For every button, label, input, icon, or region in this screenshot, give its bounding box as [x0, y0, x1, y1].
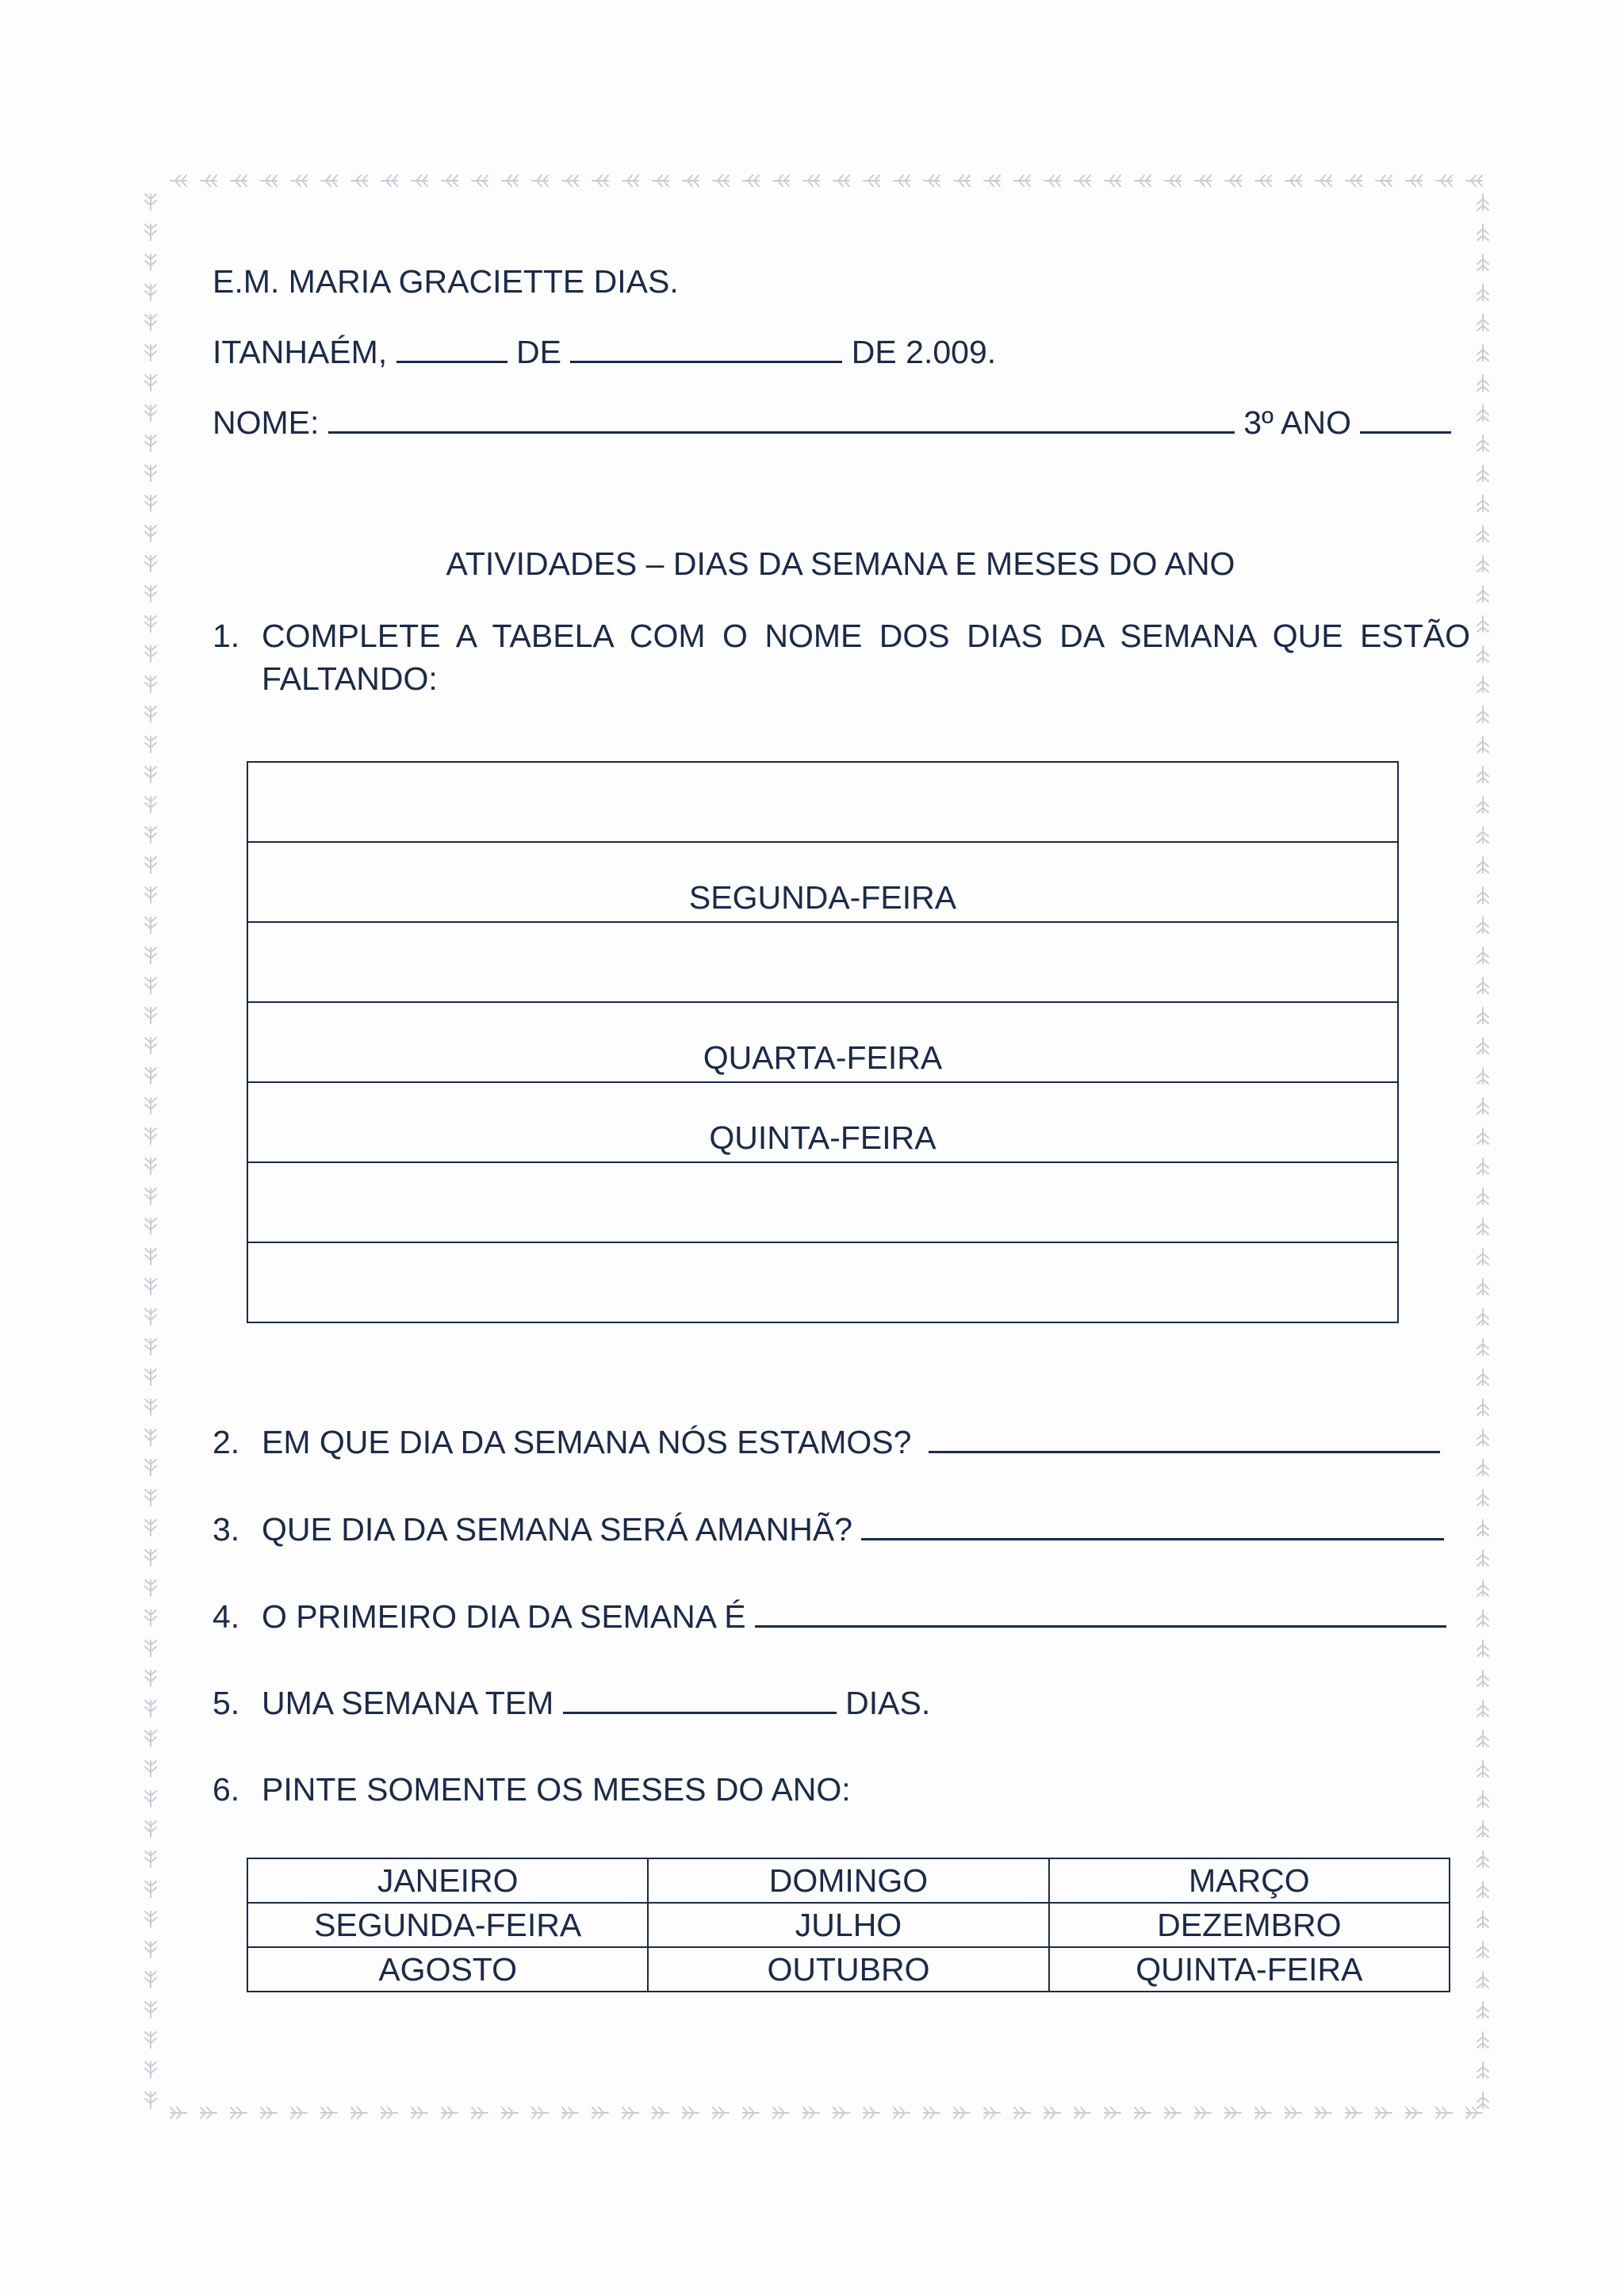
ornament-sprig	[1477, 1219, 1488, 1234]
de-label-1: DE	[516, 334, 561, 370]
ornament-sprig	[145, 1701, 156, 1716]
months-table	[247, 1858, 1450, 1992]
ornament-sprig	[1376, 175, 1392, 186]
ornament-sprig	[1477, 2032, 1488, 2048]
day-cell[interactable]	[247, 1162, 1398, 1242]
question-text: O PRIMEIRO DIA DA SEMANA É	[262, 1598, 746, 1635]
ornament-sprig	[1477, 1249, 1488, 1265]
ornament-sprig	[954, 175, 970, 186]
ornament-sprig	[1477, 1972, 1488, 1988]
ornament-sprig	[1477, 254, 1488, 270]
ornament-sprig	[145, 1550, 156, 1566]
ornament-sprig	[1477, 1610, 1488, 1626]
ornament-sprig	[562, 175, 578, 186]
ornament-sprig	[145, 1158, 156, 1174]
ornament-sprig	[864, 175, 879, 186]
ornament-sprig	[145, 285, 156, 300]
ornament-sprig	[833, 175, 849, 186]
ornament-sprig	[1477, 375, 1488, 391]
city-label: ITANHAÉM,	[213, 334, 388, 370]
ornament-sprig	[145, 2032, 156, 2048]
ornament-sprig	[683, 175, 699, 186]
ornament-sprig	[231, 2107, 247, 2118]
ornament-sprig	[984, 2107, 1000, 2118]
ornament-sprig	[1074, 2107, 1090, 2118]
word-cell[interactable]: AGOSTO	[247, 1947, 648, 1992]
ornament-sprig	[291, 2107, 307, 2118]
question-6	[213, 1771, 851, 1808]
ornament-sprig	[170, 2107, 186, 2118]
ornament-sprig	[954, 2107, 970, 2118]
ornament-sprig	[562, 2107, 578, 2118]
ornament-sprig	[1477, 1942, 1488, 1957]
day-cell[interactable]	[247, 922, 1398, 1002]
ornament-sprig	[145, 1520, 156, 1536]
ornament-sprig	[1477, 676, 1488, 692]
ornament-sprig	[1285, 2107, 1301, 2118]
ornament-sprig	[1105, 2107, 1120, 2118]
ornament-sprig	[145, 1128, 156, 1144]
answer-blank[interactable]	[861, 1511, 1444, 1540]
ornament-sprig	[1346, 175, 1362, 186]
name-line	[213, 404, 1451, 442]
ornament-sprig	[773, 175, 789, 186]
question-3	[213, 1511, 1444, 1548]
ornament-sprig	[1477, 1098, 1488, 1114]
ornament-sprig	[1477, 1731, 1488, 1747]
ornament-sprig	[1477, 1339, 1488, 1355]
ornament-sprig	[442, 2107, 458, 2118]
ornament-sprig	[1477, 1851, 1488, 1867]
ornament-sprig	[713, 2107, 729, 2118]
day-cell[interactable]	[247, 1242, 1398, 1322]
ornament-sprig	[1477, 1821, 1488, 1837]
ornament-sprig	[1105, 175, 1120, 186]
ornament-sprig	[1477, 1761, 1488, 1777]
ornament-sprig	[1477, 1158, 1488, 1174]
ornament-sprig	[145, 1761, 156, 1777]
name-label: NOME:	[213, 404, 320, 441]
ornament-sprig	[1477, 435, 1488, 451]
ornament-sprig	[145, 1339, 156, 1355]
ornament-sprig	[1477, 2002, 1488, 2018]
ornament-sprig	[145, 1008, 156, 1024]
ornament-sprig	[1477, 1490, 1488, 1506]
ornament-sprig	[145, 2092, 156, 2108]
day-cell[interactable]: QUARTA-FEIRA	[247, 1002, 1398, 1082]
year-label: DE 2.009.	[851, 334, 997, 370]
ornament-sprig	[351, 175, 367, 186]
ornament-sprig	[201, 2107, 216, 2118]
ornament-sprig	[1477, 556, 1488, 572]
ornament-sprig	[145, 1460, 156, 1475]
ornament-sprig	[1477, 1911, 1488, 1927]
ornament-sprig	[1285, 175, 1301, 186]
ornament-sprig	[291, 175, 307, 186]
ornament-sprig	[1477, 405, 1488, 421]
ornament-sprig	[472, 2107, 488, 2118]
ornament-sprig	[894, 175, 910, 186]
ornament-sprig	[1477, 857, 1488, 873]
question-number: 6.	[213, 1771, 240, 1808]
ornament-sprig	[170, 175, 186, 186]
ornament-sprig	[145, 827, 156, 843]
ornament-sprig	[1477, 616, 1488, 632]
ornament-sprig	[145, 857, 156, 873]
ornament-sprig	[502, 175, 518, 186]
ornament-sprig	[1195, 2107, 1211, 2118]
question-text: COMPLETE A TABELA COM O NOME DOS DIAS DA SEMANA QUE ESTÃO FALTANDO:	[262, 618, 1470, 697]
ornament-sprig	[145, 1851, 156, 1867]
word-cell[interactable]: SEGUNDA-FEIRA	[247, 1903, 648, 1947]
date-line	[213, 334, 996, 371]
ornament-sprig	[1044, 175, 1060, 186]
ornament-sprig	[145, 1731, 156, 1747]
ornament-sprig	[1477, 767, 1488, 783]
ornament-sprig	[145, 1279, 156, 1295]
ornament-sprig	[1477, 706, 1488, 722]
ornament-sprig	[145, 375, 156, 391]
ornament-sprig	[1477, 1429, 1488, 1445]
ornament-sprig	[1477, 737, 1488, 752]
ornament-sprig	[145, 767, 156, 783]
ornament-sprig	[1477, 1008, 1488, 1024]
ornament-sprig	[1477, 345, 1488, 361]
ornament-sprig	[145, 947, 156, 963]
question-text: QUE DIA DA SEMANA SERÁ AMANHÃ?	[262, 1511, 853, 1548]
ornament-sprig	[145, 465, 156, 481]
day-cell[interactable]	[247, 762, 1398, 842]
ornament-sprig	[201, 175, 216, 186]
question-number: 5.	[213, 1685, 240, 1721]
ornament-sprig	[1477, 1580, 1488, 1596]
answer-blank[interactable]	[755, 1598, 1446, 1628]
word-cell[interactable]: JULHO	[648, 1903, 1048, 1947]
ornament-sprig	[1074, 175, 1090, 186]
day-cell[interactable]: QUINTA-FEIRA	[247, 1082, 1398, 1162]
ornament-sprig	[145, 1821, 156, 1837]
word-cell[interactable]: JANEIRO	[247, 1858, 648, 1903]
ornament-sprig	[145, 646, 156, 662]
ornament-sprig	[145, 706, 156, 722]
ornament-sprig	[1406, 175, 1422, 186]
word-cell[interactable]: DOMINGO	[648, 1858, 1048, 1903]
ornament-sprig	[145, 1580, 156, 1596]
ornament-sprig	[145, 887, 156, 903]
ornament-sprig	[472, 175, 488, 186]
ornament-sprig	[1477, 1309, 1488, 1325]
ornament-sprig	[502, 2107, 518, 2118]
ornament-sprig	[1477, 2092, 1488, 2108]
ornament-sprig	[1477, 1038, 1488, 1054]
ornament-sprig	[145, 586, 156, 602]
question-text: EM QUE DIA DA SEMANA NÓS ESTAMOS?	[262, 1424, 912, 1460]
school-name: E.M. MARIA GRACIETTE DIAS.	[213, 263, 679, 300]
ornament-sprig	[145, 315, 156, 331]
ornament-sprig	[653, 175, 668, 186]
ornament-sprig	[145, 2002, 156, 2018]
ornament-sprig	[1255, 175, 1271, 186]
ornament-sprig	[803, 175, 819, 186]
ornament-sprig	[145, 978, 156, 993]
ornament-sprig	[321, 175, 337, 186]
ornament-sprig	[145, 224, 156, 240]
ornament-sprig	[1406, 2107, 1422, 2118]
ornament-sprig	[1135, 2107, 1151, 2118]
question-number: 1.	[213, 618, 240, 654]
ornament-sprig	[261, 2107, 277, 2118]
ornament-sprig	[1014, 175, 1030, 186]
ornament-sprig	[532, 175, 548, 186]
ornament-sprig	[145, 1068, 156, 1084]
word-cell[interactable]: QUINTA-FEIRA	[1049, 1947, 1450, 1992]
ornament-sprig	[145, 1972, 156, 1988]
ornament-sprig	[145, 1640, 156, 1656]
question-number: 3.	[213, 1511, 240, 1548]
ornament-sprig	[1477, 917, 1488, 933]
ornament-sprig	[1477, 1460, 1488, 1475]
ornament-sprig	[145, 1188, 156, 1204]
ornament-sprig	[1477, 1550, 1488, 1566]
question-text: UMA SEMANA TEM	[262, 1685, 554, 1721]
question-suffix: DIAS.	[845, 1685, 931, 1721]
ornament-sprig	[1477, 887, 1488, 903]
ornament-sprig	[412, 175, 427, 186]
ornament-sprig	[1477, 1188, 1488, 1204]
ornament-sprig	[145, 496, 156, 511]
ornament-sprig	[1225, 2107, 1241, 2118]
ornament-sprig	[622, 2107, 638, 2118]
ornament-sprig	[592, 175, 608, 186]
ornament-sprig	[1477, 285, 1488, 300]
ornament-sprig	[145, 1429, 156, 1445]
week-days-table	[247, 761, 1399, 1323]
ornament-sprig	[145, 1098, 156, 1114]
ornament-sprig	[743, 175, 759, 186]
page-title: ATIVIDADES – DIAS DA SEMANA E MESES DO ANO	[446, 545, 1235, 582]
ornament-sprig	[1477, 1520, 1488, 1536]
ornament-sprig	[1477, 1369, 1488, 1385]
ornament-sprig	[381, 2107, 397, 2118]
ornament-sprig	[1436, 175, 1452, 186]
ornament-sprig	[833, 2107, 849, 2118]
ornament-sprig	[145, 1490, 156, 1506]
ornament-sprig	[1477, 1881, 1488, 1897]
ornament-sprig	[145, 917, 156, 933]
month-blank[interactable]	[570, 334, 842, 363]
ornament-sprig	[1135, 175, 1151, 186]
ornament-sprig	[145, 1670, 156, 1686]
ornament-sprig	[351, 2107, 367, 2118]
ornament-sprig	[412, 2107, 427, 2118]
ornament-sprig	[1477, 194, 1488, 210]
ornament-sprig	[1014, 2107, 1030, 2118]
ornament-sprig	[381, 175, 397, 186]
ornament-sprig	[622, 175, 638, 186]
day-cell[interactable]: SEGUNDA-FEIRA	[247, 842, 1398, 922]
ornament-sprig	[145, 737, 156, 752]
ornament-sprig	[1255, 2107, 1271, 2118]
ornament-sprig	[984, 175, 1000, 186]
ornament-sprig	[1477, 1791, 1488, 1807]
ornament-sprig	[1477, 1399, 1488, 1415]
question-5	[213, 1685, 930, 1722]
ornament-sprig	[1477, 526, 1488, 541]
ornament-sprig	[1477, 1640, 1488, 1656]
ornament-sprig	[145, 1791, 156, 1807]
ornament-sprig	[231, 175, 247, 186]
ornament-sprig	[145, 1219, 156, 1234]
ornament-sprig	[145, 1399, 156, 1415]
ornament-sprig	[261, 175, 277, 186]
ornament-sprig	[1477, 1701, 1488, 1716]
question-text: PINTE SOMENTE OS MESES DO ANO:	[262, 1771, 851, 1808]
ornament-sprig	[1376, 2107, 1392, 2118]
ornament-sprig	[1477, 1279, 1488, 1295]
ornament-sprig	[145, 556, 156, 572]
question-2	[213, 1424, 1440, 1461]
word-cell[interactable]: MARÇO	[1049, 1858, 1450, 1903]
ornament-sprig	[1225, 175, 1241, 186]
word-cell[interactable]: DEZEMBRO	[1049, 1903, 1450, 1947]
ornament-sprig	[1477, 496, 1488, 511]
ornament-sprig	[924, 175, 940, 186]
ornament-sprig	[894, 2107, 910, 2118]
ornament-sprig	[1346, 2107, 1362, 2118]
ornament-sprig	[683, 2107, 699, 2118]
ornament-sprig	[532, 2107, 548, 2118]
ornament-sprig	[1477, 224, 1488, 240]
ornament-sprig	[713, 175, 729, 186]
ornament-sprig	[1477, 1068, 1488, 1084]
ornament-sprig	[1477, 315, 1488, 331]
ornament-sprig	[1477, 947, 1488, 963]
question-4	[213, 1598, 1446, 1636]
ornament-sprig	[1316, 175, 1331, 186]
word-cell[interactable]: OUTUBRO	[648, 1947, 1048, 1992]
ornament-sprig	[1477, 586, 1488, 602]
ornament-sprig	[145, 616, 156, 632]
ornament-sprig	[145, 1309, 156, 1325]
ornament-sprig	[145, 254, 156, 270]
ornament-sprig	[145, 1038, 156, 1054]
grade-label: 3º ANO	[1243, 404, 1351, 441]
ornament-sprig	[1436, 2107, 1452, 2118]
ornament-sprig	[1477, 1670, 1488, 1686]
question-number: 2.	[213, 1424, 240, 1460]
ornament-sprig	[1316, 2107, 1331, 2118]
ornament-sprig	[145, 797, 156, 813]
ornament-sprig	[145, 2062, 156, 2078]
ornament-sprig	[1477, 978, 1488, 993]
answer-blank[interactable]	[929, 1424, 1440, 1453]
day-blank[interactable]	[396, 334, 508, 363]
ornament-sprig	[1477, 465, 1488, 481]
ornament-sprig	[1477, 827, 1488, 843]
ornament-sprig	[145, 1610, 156, 1626]
ornament-sprig	[442, 175, 458, 186]
name-blank[interactable]	[328, 404, 1235, 434]
ornament-sprig	[145, 1249, 156, 1265]
ornament-sprig	[145, 435, 156, 451]
ornament-sprig	[1466, 175, 1482, 186]
answer-blank[interactable]	[563, 1685, 837, 1714]
ornament-sprig	[145, 1881, 156, 1897]
ornament-sprig	[803, 2107, 819, 2118]
ornament-sprig	[653, 2107, 668, 2118]
question-number: 4.	[213, 1598, 240, 1635]
ornament-sprig	[145, 405, 156, 421]
ornament-sprig	[145, 1369, 156, 1385]
ornament-sprig	[1477, 797, 1488, 813]
ornament-sprig	[1165, 175, 1181, 186]
ornament-sprig	[924, 2107, 940, 2118]
ornament-sprig	[864, 2107, 879, 2118]
class-blank[interactable]	[1360, 404, 1451, 434]
ornament-sprig	[1165, 2107, 1181, 2118]
ornament-sprig	[1477, 646, 1488, 662]
ornament-sprig	[592, 2107, 608, 2118]
ornament-sprig	[1466, 2107, 1482, 2118]
ornament-sprig	[321, 2107, 337, 2118]
ornament-sprig	[1044, 2107, 1060, 2118]
ornament-sprig	[743, 2107, 759, 2118]
ornament-sprig	[1477, 2062, 1488, 2078]
ornament-sprig	[145, 345, 156, 361]
ornament-sprig	[145, 676, 156, 692]
ornament-sprig	[145, 1911, 156, 1927]
ornament-sprig	[145, 1942, 156, 1957]
ornament-sprig	[145, 194, 156, 210]
ornament-sprig	[145, 526, 156, 541]
ornament-sprig	[1477, 1128, 1488, 1144]
ornament-sprig	[1195, 175, 1211, 186]
ornament-sprig	[773, 2107, 789, 2118]
